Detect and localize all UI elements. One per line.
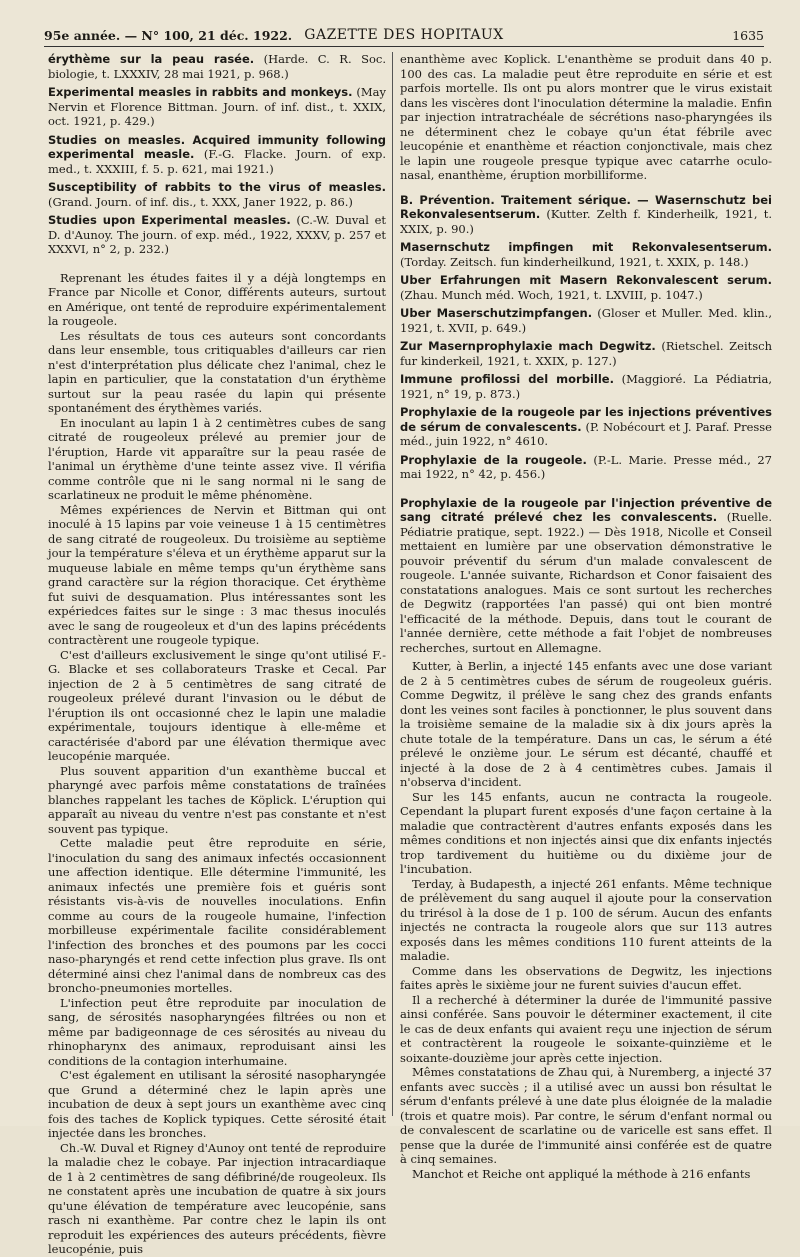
paragraph: C'est également en utilisant la sérosité nasopharyngée que Grund a déterminé chez le lapin après une incubation de deux à sept jours un exanthème avec cinq fois des taches de Koplick typiques. Cette sérosité était injectée dans les bronches. (48, 1068, 386, 1140)
entry-title: érythème sur la peau rasée. (48, 52, 255, 66)
paragraph: Plus souvent apparition d'un exanthème buccal et pharyngé avec parfois même constatations de traînées blanches rappelant les taches de Köplick. L'éruption qui apparaît au niveau du ventre n'est pas constante et n'est souvent pas typique. (48, 763, 386, 836)
section-gap (400, 183, 772, 193)
bibliography-entry (400, 496, 772, 656)
paragraph: L'infection peut être reproduite par inoculation de sang, de sérosités nasopharyngées filtrées ou non et même par badigeonnage de ces sérosités au niveau du rhinopharynx des animaux, reproduisant ainsi les conditions de la contagion interhumaine. (48, 995, 386, 1068)
entry-text: (Kutter. Zelth f. Kinderheilk, 1921, t. XXIX, p. 90.) (400, 207, 772, 236)
paragraph: C'est d'ailleurs exclusivement le singe qu'ont utilisé F.-G. Blacke et ses collaborateurs Traske et Cecal. Par injection de 2 à 5 centimètres de sang citraté de rougeoleux prélevé durant l'invasion ou le début de l'éruption ils ont occasionné chez le lapin une maladie expérimentale, toujours identique à elle-même et caractérisée d'abord par une élévation thermique avec leucopénie marquée. (48, 647, 386, 763)
entry-title: Uber Maserschutzimpfangen. (400, 306, 593, 320)
entry-title: Susceptibility of rabbits to the virus of measles. (48, 180, 386, 194)
entry-text: (May Nervin et Florence Bittman. Journ. of inf. dist., t. XXIX, oct. 1921, p. 429.) (48, 85, 386, 128)
paragraph: En inoculant au lapin 1 à 2 centimètres cubes de sang citraté de rougeoleux prélevé au premier jour de l'éruption, Harde vit apparaître sur la peau rasée de l'animal un érythème d'une teinte assez vive. Il vérifia comme contrôle que ni le sang normal ni le sang de scarlatineux ne produit le même phénomène. (48, 415, 386, 502)
bibliography-entry (400, 240, 772, 269)
paragraph: Reprenant les études faites il y a déjà longtemps en France par Nicolle et Conor, différents auteurs, surtout en Amérique, ont tenté de reproduire expérimentalement la rougeole. (48, 270, 386, 328)
entry-text: (P. Nobécourt et J. Paraf. Presse méd., juin 1922, n° 4610. (400, 419, 772, 448)
paragraph: Mêmes expériences de Nervin et Bittman qui ont inoculé à 15 lapins par voie veineuse 1 à 15 centimètres de sang citraté de rougeoleux. Du troisième au septième jour la température s'éleva et un érythème apparut sur la muqueuse labiale en même temps qu'un érythème sans grand caractère sur la région thoracique. Cet érythème fut suivi de desquamation. Plus intéressantes sont les expériedces faites sur le singe : 3 mac thesus inoculés avec le sang de rougeoleux et d'un des lapins précédents contractèrent une rougeole typique. (48, 502, 386, 647)
entry-title: Studies on measles. Acquired immunity following experimental measle. (48, 132, 386, 161)
paragraph: Les résultats de tous ces auteurs sont concordants dans leur ensemble, tous critiquables d'ailleurs car rien n'est d'interprétation plus délicate chez l'animal, chez le lapin en particulier, que la constatation d'un érythème surtout sur la peau rasée du lapin qui présente spontanément des érythèmes variés. (48, 328, 386, 415)
bibliography-entry (400, 372, 772, 401)
entry-text: (P.-L. Marie. Presse méd., 27 mai 1922, n° 42, p. 456.) (400, 452, 772, 481)
entry-text: (Maggioré. La Pédiatria, 1921, n° 19, p. 873.) (400, 372, 772, 401)
section-gap (48, 261, 386, 271)
entry-title: Prophylaxie de la rougeole. (400, 452, 587, 467)
paragraph: Cette maladie peut être reproduite en série, l'inoculation du sang des animaux infectés occasionnent une affection identique. Elle détermine l'immunité, les animaux infectés une première fois et guéris sont résistants vis-à-vis de nouvelles inoculations. Enfin comme au cours de la rougeole humaine, l'infection morbilleuse expérimentale facilite considérablement l'infection des bronches et des poumons par les cocci naso-pharyngés et rend cette infection plus grave. Ils ont déterminé ainsi chez l'animal dans de nombreux cas des broncho-pneumonies mortelles. (48, 836, 386, 995)
paragraph: Kutter, à Berlin, a injecté 145 enfants avec une dose variant de 2 à 5 centimètres cubes de sérum de rougeoleux guéris. Comme Degwitz, il prélève le sang chez des grands enfants dont les veines sont faciles à ponctionner, le plus souvent dans la troisième semaine de la maladie six à dix jours après la chute totale de la température. Dans un cas, le sérum a été prélevé le onzième jour. Le sérum est décanté, chauffé et injecté à la dose de 2 à 4 centimètres cubes. Jamais il n'observa d'incident. (400, 659, 772, 789)
paragraph: Mêmes constatations de Zhau qui, à Nuremberg, a injecté 37 enfants avec succès ; il a utilisé avec un aussi bon résultat le sérum d'enfants prélevé à une date plus éloignée de la maladie (trois et quatre mois). Par contre, le sérum d'enfant normal ou de convalescent de scarlatine ou de varicelle est sans effet. Il pense que la durée de l'immunité ainsi conférée est de quatre à cinq semaines. (400, 1065, 772, 1166)
entry-title: Experimental measles in rabbits and monkeys. (48, 85, 353, 99)
entry-text: (Torday. Zeitsch. fun kinderheilkund, 1921, t. XXIX, p. 148.) (400, 254, 749, 269)
bibliography-entry (48, 133, 386, 177)
header-rule (44, 46, 764, 47)
entry-text: (Ruelle. Pédiatrie pratique, sept. 1922.) — Dès 1918, Nicolle et Conseil mettaient en lumière par une observation démonstrative le pouvoir préventif du sérum d'un malade convalescent de rougeole. L'année suivante, Richardson et Conor faisaient des constatations analogues. Mais ce sont surtout les recherches de Degwitz (rapportées l'an passé) qui ont bien montré l'efficacité de la méthode. Depuis, dans tout le courant de l'année dernière, cette méthode a fait l'objet de nombreuses recherches, surtout en Allemagne. (400, 510, 772, 655)
paragraph: enanthème avec Koplick. L'enanthème se produit dans 40 p. 100 des cas. La maladie peut être reproduite en série et est parfois mortelle. Ils ont pu alors montrer que le virus existait dans les viscères dont l'inoculation détermine la maladie. Enfin par injection intratrachéale de sécrétions naso-pharyngées ils ne déterminent chez le cobaye qu'un état fébrile avec leucopénie et enanthème et réaction conjonctivale, mais chez le lapin une rougeole presque typique avec catarrhe oculo-nasal, enanthème, éruption morbilliforme. (400, 52, 772, 182)
bibliography-entry (48, 85, 386, 129)
entry-title: Immune profilossi del morbille. (400, 372, 614, 386)
bibliography-entry (400, 453, 772, 482)
column-divider (392, 52, 393, 1116)
paragraph: Sur les 145 enfants, aucun ne contracta la rougeole. Cependant la plupart furent exposés d'une façon certaine à la maladie que contractèrent d'autres enfants exposés dans les mêmes conditions et non injectés ainsi que dix enfants injectés trop tardivement du huitième ou du dixième jour de l'incubation. (400, 789, 772, 876)
bibliography-entry (400, 193, 772, 237)
paragraph: Ch.-W. Duval et Rigney d'Aunoy ont tenté de reproduire la maladie chez le cobaye. Par injection intracardiaque de 1 à 2 centimètres de sang défibriné/de rougeoleux. Ils ne constatent après une incubation de quatre à six jours qu'une élévation de température avec leucopénie, sans rasch ni exanthème. Par contre chez le lapin ils ont reproduit les expériences des auteurs précédents, fièvre leucopénie, puis (48, 1140, 386, 1256)
section-gap (400, 486, 772, 496)
paragraph: Manchot et Reiche ont appliqué la méthode à 216 enfants (412, 1166, 751, 1181)
entry-text: (Gloser et Muller. Med. klin., 1921, t. XVII, p. 649.) (400, 306, 772, 335)
entry-title: Zur Masernprophylaxie mach Degwitz. (400, 339, 656, 353)
entry-title: Prophylaxie de la rougeole par l'injection préventive de sang citraté prélevé chez les convalescents. (400, 495, 772, 524)
entry-title: Masernschutz impfingen mit Rekonvalesentserum. (400, 240, 772, 254)
entry-text: (F.-G. Flacke. Journ. of exp. med., t. XXXIII, f. 5. p. 621, mai 1921.) (48, 147, 386, 176)
entry-text: (Zhau. Munch méd. Woch, 1921, t. LXVIII, p. 1047.) (400, 287, 703, 302)
page-header (44, 22, 764, 44)
bibliography-entry (48, 180, 386, 209)
bibliography-entry (400, 339, 772, 368)
bibliography-entry (400, 273, 772, 302)
entry-text: (Harde. C. R. Soc. biologie, t. LXXXIV, 28 mai 1921, p. 968.) (48, 52, 386, 81)
entry-title: Uber Erfahrungen mit Masern Rekonvalescent serum. (400, 273, 772, 287)
page-number: 1635 (732, 28, 764, 43)
paragraph: Comme dans les observations de Degwitz, les injections faites après le sixième jour ne furent suivies d'aucun effet. (400, 963, 772, 992)
right-column (400, 52, 772, 1181)
entry-text: (Grand. Journ. of inf. dis., t. XXX, Janer 1922, p. 86.) (48, 194, 353, 209)
left-column (48, 52, 386, 1257)
bibliography-entry (400, 405, 772, 449)
entry-text: (C.-W. Duval et D. d'Aunoy. The journ. of exp. méd., 1922, XXXV, p. 257 et XXXVI, n° 2, p. 232.) (48, 213, 386, 256)
issue-line: 95e année. — N° 100, 21 déc. 1922. (44, 28, 293, 43)
entry-title: Prophylaxie de la rougeole par les injections préventives de sérum de convalescents. (400, 405, 772, 434)
paragraph: Il a recherché à déterminer la durée de l'immunité passive ainsi conférée. Sans pouvoir le déterminer exactement, il cite le cas de deux enfants qui avaient reçu une injection de sérum et contractèrent la rougeole le soixante-quinzième et le soixante-douzième jour après cette injection. (400, 992, 772, 1065)
entry-title: B. Prévention. Traitement sérique. — Wasernschutz bei Rekonvalesentserum. (400, 192, 772, 221)
bibliography-entry (48, 213, 386, 257)
bibliography-entry (400, 306, 772, 335)
journal-title: GAZETTE DES HOPITAUX (304, 27, 504, 43)
entry-text: (Rietschel. Zeitsch fur kinderkeil, 1921, t. XXIX, p. 127.) (400, 339, 772, 368)
entry-title: Studies upon Experimental measles. (48, 213, 291, 227)
paragraph: Terday, à Budapesth, a injecté 261 enfants. Même technique de prélèvement du sang auquel il ajoute pour la conservation du trirésol à la dose de 1 p. 100 de sérum. Aucun des enfants injectés ne contracta la rougeole alors que sur 113 autres exposés dans les mêmes conditions 110 furent atteints de la maladie. (400, 876, 772, 963)
bibliography-entry (48, 52, 386, 81)
